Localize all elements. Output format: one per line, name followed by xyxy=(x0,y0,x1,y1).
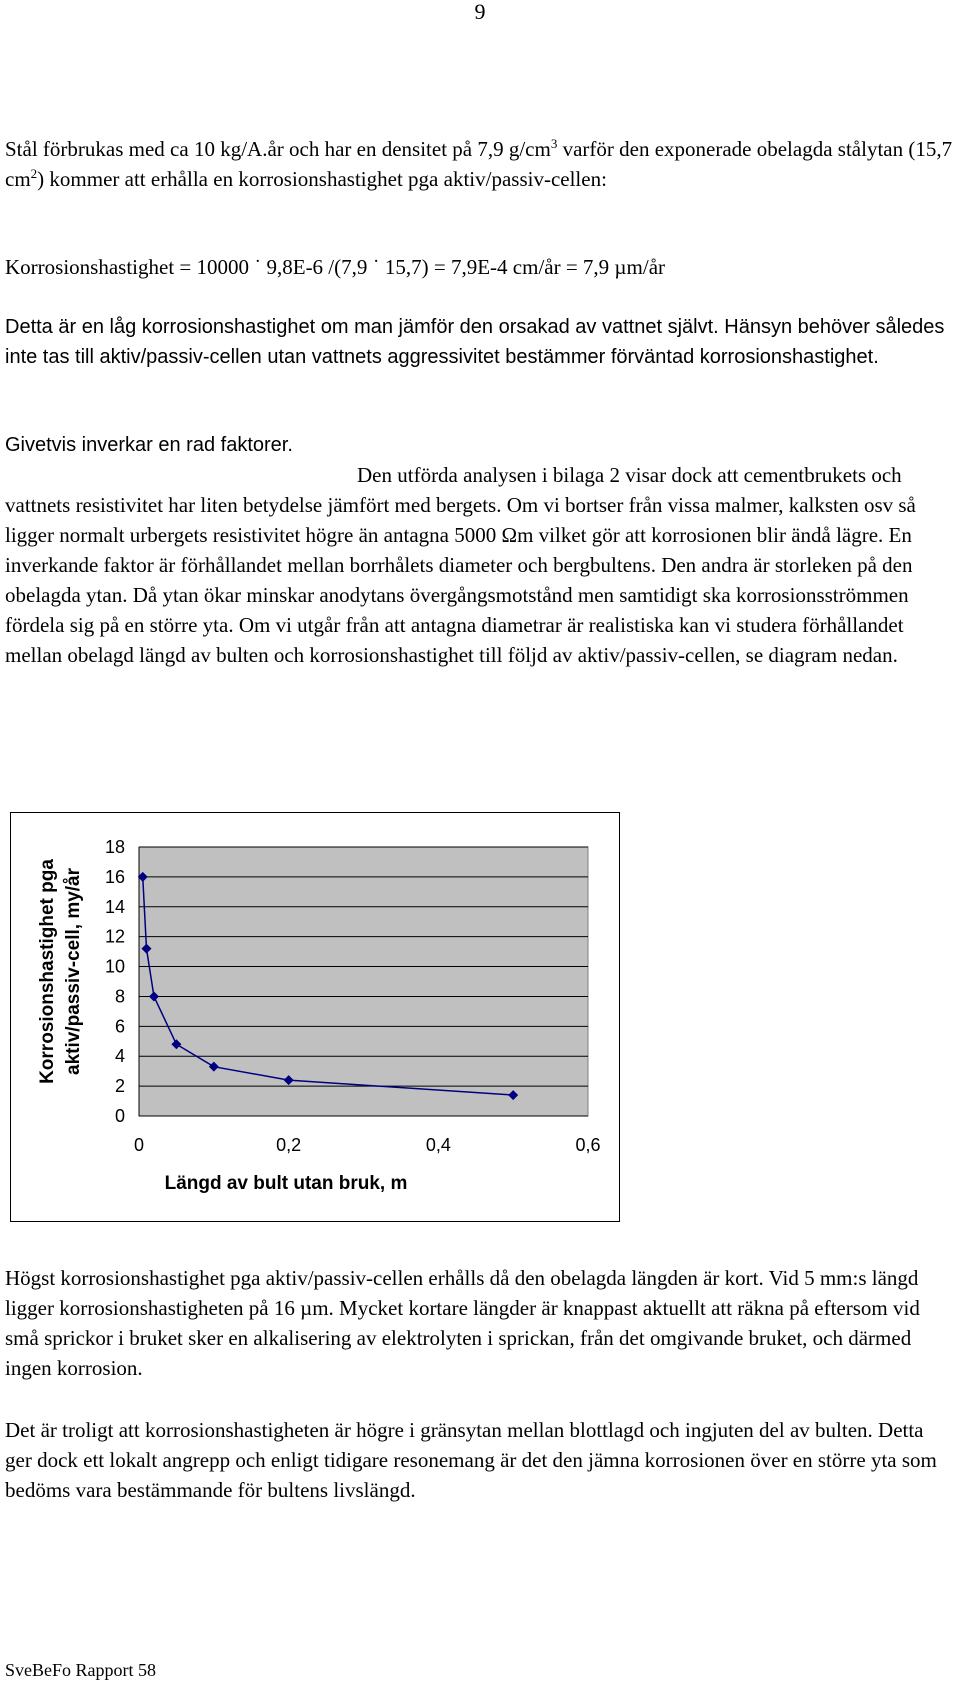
paragraph-factors xyxy=(5,460,955,670)
paragraph-low-rate: Detta är en låg korrosionshastighet om man jämför den orsakad av vattnet självt. Hänsyn behöver således inte tas till aktiv/passiv-cellen utan vattnets aggressivitet bestämmer förväntad korrosionshastighet. xyxy=(5,316,945,368)
plot-area xyxy=(139,847,588,1116)
page-number: 9 xyxy=(474,0,486,24)
x-tick-label: 0,4 xyxy=(425,1135,451,1155)
x-tick-label: 0,6 xyxy=(575,1135,601,1155)
y-tick-label: 16 xyxy=(104,866,125,887)
y-tick-label: 6 xyxy=(114,1016,125,1037)
corrosion-chart xyxy=(11,813,621,1223)
y-tick-label: 14 xyxy=(104,896,125,917)
chart-frame xyxy=(10,812,620,1222)
paragraph-factors-intro: Givetvis inverkar en rad faktorer. xyxy=(5,434,293,456)
superscript-3: 3 xyxy=(550,136,558,151)
paragraph-highest-rate: Högst korrosionshastighet pga aktiv/passiv-cellen erhålls då den obelagda längden är kort. Vid 5 mm:s längd ligger korrosionshastigheten på 16 µm. Mycket kortare längder är knappast aktuellt att räkna på eftersom vid små sprickor i bruket sker en alkalisering av elektrolyten i sprickan, från det omgivande bruket, och därmed ingen korrosion. xyxy=(5,1266,920,1380)
y-tick-label: 10 xyxy=(104,956,125,977)
paragraph-steel-consumption xyxy=(5,134,955,194)
y-tick-label: 4 xyxy=(114,1046,125,1067)
formula-line: Korrosionshastighet = 10000 ˙ 9,8E-6 /(7,9 ˙ 15,7) = 7,9E-4 cm/år = 7,9 µm/år xyxy=(5,255,666,279)
y-tick-label: 0 xyxy=(114,1106,125,1126)
y-axis-label-line1: Korrosionshastighet pga xyxy=(37,859,58,1084)
paragraph-interface: Det är troligt att korrosionshastigheten är högre i gränsytan mellan blottlagd och ingjuten del av bulten. Detta ger dock ett lokalt angrepp och enligt tidigare resonemang är det den jämna korrosionen över en större yta som bedöms vara bestämmande för bultens livslängd. xyxy=(5,1418,937,1502)
x-tick-label: 0 xyxy=(133,1135,145,1155)
paragraph-steel-text-c: ) kommer att erhålla en korrosionshastighet pga aktiv/passiv-cellen: xyxy=(37,167,607,191)
x-axis-label: Längd av bult utan bruk, m xyxy=(164,1173,408,1194)
paragraph-steel-text-b: varför den exponerade obelagda stålytan (15,7 cm xyxy=(5,137,953,191)
footer-report: SveBeFo Rapport 58 xyxy=(5,1660,156,1680)
y-tick-label: 2 xyxy=(114,1076,125,1097)
paragraph-factors-text: Den utförda analysen i bilaga 2 visar dock att cementbrukets och vattnets resistivitet har liten betydelse jämfört med bergets. Om vi bortser från vissa malmer, kalksten osv så ligger normalt urbergets resistivitet högre än antagna 5000 Ωm vilket gör att korrosionen blir ändå lägre. En inverkande faktor är förhållandet mellan borrhålets diameter och bergbultens. Den andra är storleken på den obelagda ytan. Då ytan ökar minskar anodytans övergångsmotstånd men samtidigt ska korrosionsströmmen fördela sig på en större yta. Om vi utgår från att antagna diametrar är realistiska kan vi studera förhållandet mellan obelagd längd av bulten och korrosionshastighet till följd av aktiv/passiv-cellen, se diagram nedan. xyxy=(5,463,916,667)
superscript-2: 2 xyxy=(30,166,38,181)
y-axis-label-line2: aktiv/passiv-cell, my/år xyxy=(63,867,84,1076)
x-tick-label: 0,2 xyxy=(276,1135,302,1155)
paragraph-steel-text-a: Stål förbrukas med ca 10 kg/A.år och har en densitet på 7,9 g/cm xyxy=(5,137,551,161)
y-tick-label: 8 xyxy=(114,986,125,1007)
y-tick-label: 18 xyxy=(104,837,125,857)
y-tick-label: 12 xyxy=(104,926,125,947)
